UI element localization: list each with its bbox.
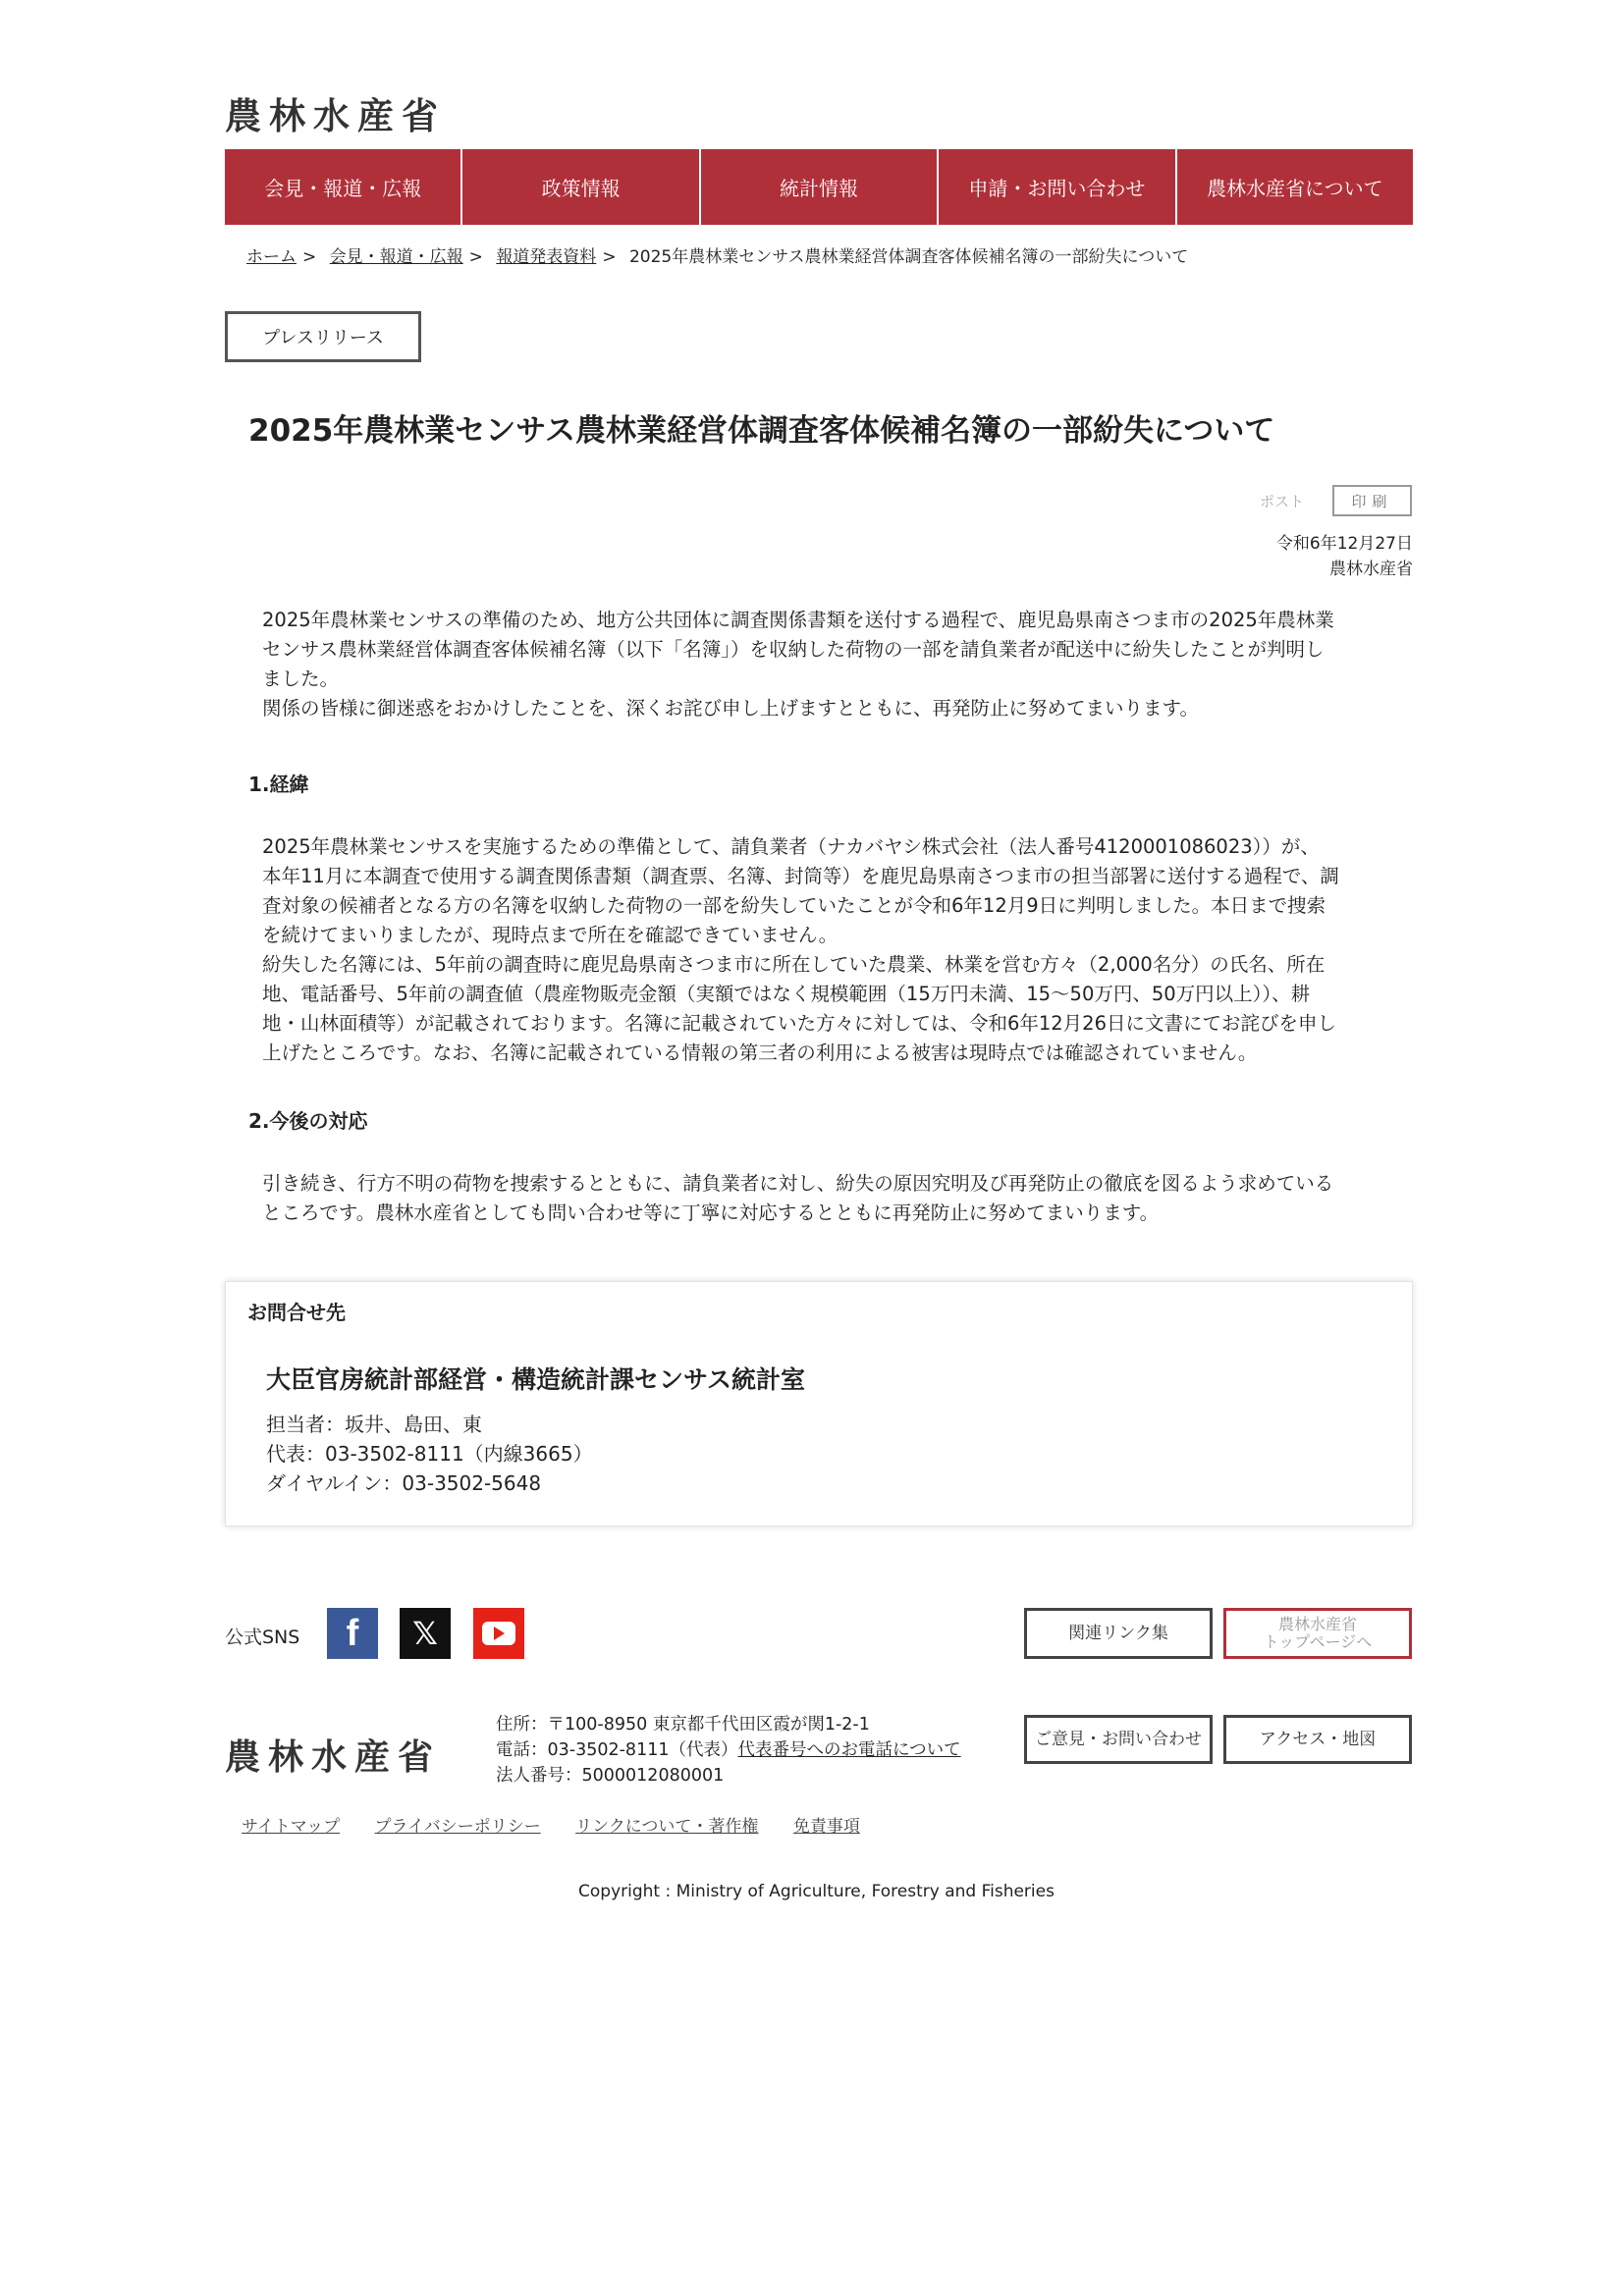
phone-line (496, 1737, 961, 1763)
contact-main-phone: 代表：03-3502-8111（内線3665） (266, 1442, 593, 1466)
post-button[interactable]: ポスト (1260, 493, 1305, 510)
breadcrumb-home[interactable]: ホーム (246, 247, 297, 267)
contact-label: お問合せ先 (247, 1301, 346, 1324)
breadcrumb-separator: > (602, 247, 617, 267)
x-icon[interactable]: 𝕏 (400, 1608, 451, 1659)
top-page-label-1: 農林水産省 (1277, 1615, 1357, 1633)
top-page-button[interactable] (1223, 1608, 1412, 1659)
footer-address (496, 1712, 961, 1789)
opinion-contact-button[interactable]: ご意見・お問い合わせ (1024, 1715, 1213, 1764)
body-line: 紛失した名簿には、5年前の調査時に鹿児島県南さつま市に所在していた農業、林業を営む方々（2,000名分）の氏名、所在 (262, 953, 1325, 976)
intro-line: センサス農林業経営体調査客体候補名簿（以下「名簿」）を収納した荷物の一部を請負業者が配送中に紛失したことが判明し (262, 638, 1325, 661)
body-line: 上げたところです。なお、名簿に記載されている情報の第三者の利用による被害は現時点では確認されていません。 (262, 1041, 1258, 1064)
nav-item-press[interactable]: 会見・報道・広報 (225, 149, 462, 225)
address-line: 住所：〒100-8950 東京都千代田区霞が関1-2-1 (496, 1715, 870, 1735)
publish-date: 令和6年12月27日 (1275, 534, 1413, 554)
body-line: を続けてまいりましたが、現時点まで所在を確認できていません。 (262, 924, 839, 946)
breadcrumb-releases[interactable]: 報道発表資料 (496, 247, 597, 267)
publisher: 農林水産省 (1329, 560, 1413, 579)
breadcrumb-press[interactable]: 会見・報道・広報 (329, 247, 463, 267)
global-nav (225, 149, 1413, 225)
breadcrumb-separator: > (302, 247, 317, 267)
body-line: 地、電話番号、5年前の調査値（農産物販売金額（実額ではなく規模範囲（15万円未満、15～50万円、50万円以上））、耕 (262, 983, 1311, 1005)
footer-links (242, 1812, 890, 1837)
nav-item-about[interactable]: 農林水産省について (1207, 177, 1383, 200)
body-line: 2025年農林業センサスを実施するための準備として、請負業者（ナカバヤシ株式会社（法人番号4120001086023））が、 (262, 835, 1320, 858)
publish-info (1276, 531, 1413, 582)
intro-line: 関係の皆様に御迷惑をおかけしたことを、深くお詫び申し上げますとともに、再発防止に努めてまいります。 (262, 697, 1199, 720)
print-button[interactable]: 印刷 (1332, 485, 1412, 516)
copyright-link[interactable]: リンクについて・著作権 (575, 1817, 759, 1837)
section-background-text (262, 832, 1372, 1068)
breadcrumb-current: 2025年農林業センサス農林業経営体調査客体候補名簿の一部紛失について (628, 247, 1189, 267)
press-release-badge: プレスリリース (225, 311, 421, 362)
youtube-play-icon (482, 1622, 515, 1645)
contact-person: 担当者：坂井、島田、東 (266, 1413, 482, 1436)
phone-info-link[interactable]: 代表番号へのお電話について (737, 1740, 961, 1760)
body-line: 査対象の候補者となる方の名簿を収納した荷物の一部を紛失していたことが令和6年12月9日に判明しました。本日まで捜索 (262, 894, 1326, 917)
footer-logo: 農林水産省 (225, 1736, 442, 1778)
access-map-button[interactable]: アクセス・地図 (1223, 1715, 1412, 1764)
section-heading-background: 1.経緯 (248, 773, 309, 796)
related-links-button[interactable]: 関連リンク集 (1024, 1608, 1213, 1659)
contact-department: 大臣官房統計部経営・構造統計課センサス統計室 (266, 1365, 806, 1394)
facebook-icon[interactable]: f (327, 1608, 378, 1659)
nav-item-statistics[interactable]: 統計情報 (701, 149, 939, 225)
section-response-text (262, 1169, 1372, 1228)
intro-text (262, 606, 1372, 723)
sitemap-link[interactable]: サイトマップ (242, 1817, 341, 1837)
contact-direct-phone: ダイヤルイン：03-3502-5648 (266, 1471, 542, 1495)
page-title: 2025年農林業センサス農林業経営体調査客体候補名簿の一部紛失について (248, 413, 1275, 449)
body-line: 引き続き、行方不明の荷物を捜索するとともに、請負業者に対し、紛失の原因究明及び再発防止の徹底を図るよう求めている (262, 1172, 1334, 1195)
site-logo[interactable]: 農林水産省 (225, 94, 446, 137)
nav-item-policy[interactable]: 政策情報 (462, 149, 700, 225)
contact-box (225, 1281, 1413, 1526)
nav-item-application[interactable]: 申請・お問い合わせ (939, 149, 1176, 225)
body-line: 本年11月に本調査で使用する調査関係書類（調査票、名簿、封筒等）を鹿児島県南さつま市の担当部署に送付する過程で、調 (262, 865, 1339, 887)
disclaimer-link[interactable]: 免責事項 (792, 1817, 860, 1837)
breadcrumb (246, 242, 1434, 267)
phone-text: 電話：03-3502-8111（代表） (496, 1740, 738, 1760)
body-line: 地・山林面積等）が記載されております。名簿に記載されていた方々に対しては、令和6年12月26日に文書にてお詫びを申し (262, 1012, 1336, 1035)
copyright: Copyright : Ministry of Agriculture, Forestry and Fisheries (578, 1882, 1055, 1901)
body-line: ところです。農林水産省としても問い合わせ等に丁寧に対応するとともに再発防止に努めてまいります。 (262, 1201, 1160, 1224)
corp-number: 法人番号：5000012080001 (496, 1766, 725, 1786)
intro-line: 2025年農林業センサスの準備のため、地方公共団体に調査関係書類を送付する過程で、鹿児島県南さつま市の2025年農林業 (262, 609, 1334, 631)
sns-label: 公式SNS (225, 1627, 300, 1648)
contact-details (266, 1410, 593, 1498)
top-page-label-2: トップページへ (1263, 1632, 1373, 1651)
privacy-link[interactable]: プライバシーポリシー (374, 1817, 541, 1837)
intro-line: ました。 (262, 667, 340, 690)
breadcrumb-separator: > (468, 247, 483, 267)
youtube-icon[interactable] (473, 1608, 524, 1659)
section-heading-response: 2.今後の対応 (248, 1109, 368, 1133)
